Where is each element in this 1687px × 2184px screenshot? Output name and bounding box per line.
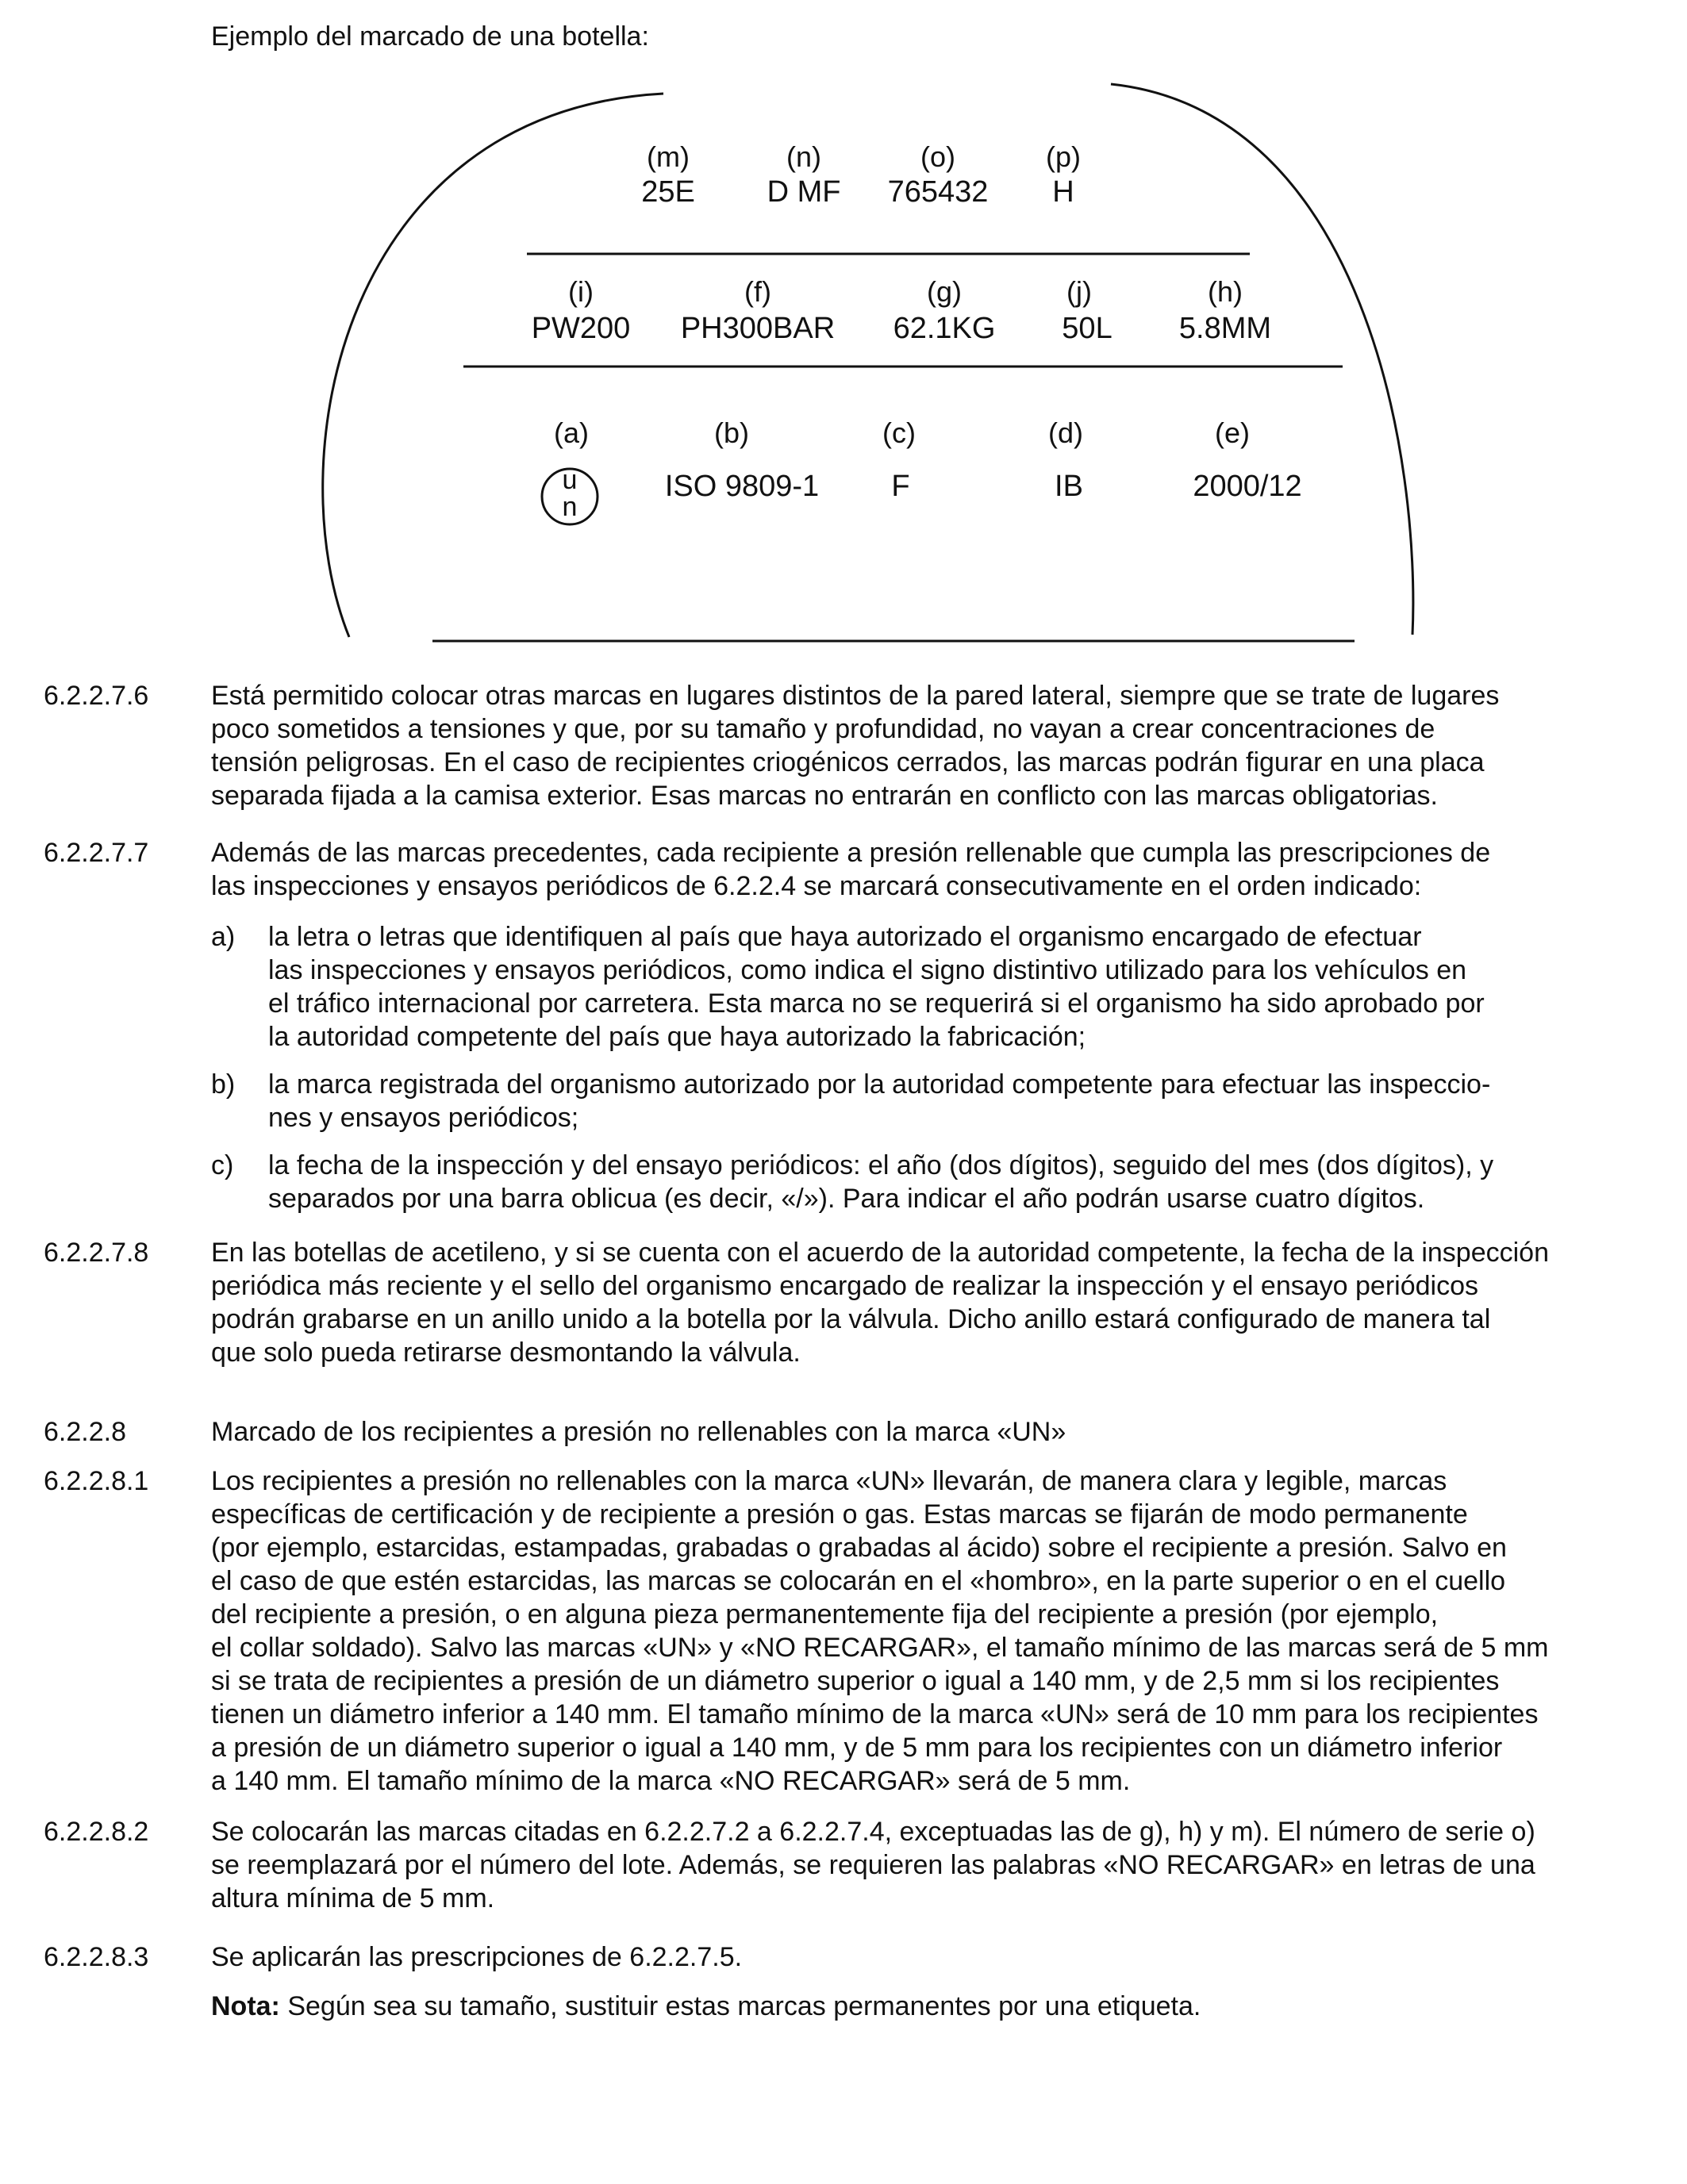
mark-label-f: (f) (744, 275, 771, 308)
un-packaging-symbol (542, 465, 598, 524)
mark-value-o: 765432 (887, 175, 989, 209)
mark-label-i: (i) (568, 275, 594, 308)
mark-value-e: 2000/12 (1193, 470, 1302, 503)
note (211, 1990, 1558, 2023)
text-line: las inspecciones y ensayos periódicos de 6.2.2.4 se marcará consecutivamente en el orden indicado: (211, 871, 1422, 901)
mark-label-o: (o) (920, 140, 955, 173)
text-line: del recipiente a presión, o en alguna pieza permanentemente fija del recipiente a presión (por ejemplo, (211, 1599, 1439, 1629)
mark-value-m: 25E (641, 175, 695, 209)
text-line: separada fijada a la camisa exterior. Esas marcas no entrarán en conflicto con las marcas obligatorias. (211, 781, 1438, 811)
text-line: la letra o letras que identifiquen al país que haya autorizado el organismo encargado de efectuar (268, 922, 1422, 952)
text-line: Los recipientes a presión no rellenables con la marca «UN» llevarán, de manera clara y legible, marcas (211, 1466, 1447, 1496)
paragraph (211, 679, 1558, 812)
mark-label-p: (p) (1046, 140, 1081, 173)
mark-value-d: IB (1055, 470, 1083, 503)
mark-label-a: (a) (554, 416, 589, 449)
text-line: específicas de certificación y de recipiente a presión o gas. Estas marcas se fijarán de modo permanente (211, 1499, 1468, 1530)
mark-value-c: F (891, 470, 910, 503)
section-number: 6.2.2.7.8 (44, 1238, 149, 1268)
mark-value-p: H (1052, 175, 1074, 209)
text-line: periódica más reciente y el sello del organismo encargado de realizar la inspección y el ensayo periódicos (211, 1271, 1478, 1301)
list-letter: b) (211, 1069, 236, 1100)
text-line: poco sometidos a tensiones y que, por su tamaño y profundidad, no vayan a crear concentraciones de (211, 714, 1435, 744)
bottle-marking-diagram (0, 79, 1687, 651)
bottle-outline-right (1111, 84, 1413, 635)
paragraph (211, 836, 1558, 903)
mark-label-m: (m) (647, 140, 690, 173)
text-line: En las botellas de acetileno, y si se cuenta con el acuerdo de la autoridad competente, la fecha de la inspección (211, 1238, 1549, 1268)
text-line: el tráfico internacional por carretera. Esta marca no se requerirá si el organismo ha sido aprobado por (268, 988, 1485, 1019)
note-label: Nota: (211, 1991, 280, 2021)
mark-label-n: (n) (786, 140, 821, 173)
paragraph (211, 1815, 1558, 1915)
text-line: la marca registrada del organismo autorizado por la autoridad competente para efectuar las inspeccio- (268, 1069, 1491, 1100)
text-line: tensión peligrosas. En el caso de recipientes criogénicos cerrados, las marcas podrán figurar en una placa (211, 747, 1485, 777)
text-line: a presión de un diámetro superior o igual a 140 mm, y de 5 mm para los recipientes con un diámetro inferior (211, 1733, 1503, 1763)
mark-value-h: 5.8MM (1178, 312, 1272, 345)
text-line: la fecha de la inspección y del ensayo periódicos: el año (dos dígitos), seguido del mes (dos dígitos), y (268, 1150, 1494, 1180)
text-line: nes y ensayos periódicos; (268, 1103, 579, 1133)
text-line: separados por una barra oblicua (es decir, «/»). Para indicar el año podrán usarse cuatro dígitos. (268, 1184, 1425, 1214)
mark-label-g: (g) (927, 275, 962, 308)
paragraph (211, 1236, 1558, 1369)
section-heading: Marcado de los recipientes a presión no rellenables con la marca «UN» (211, 1417, 1066, 1447)
text-line: Se colocarán las marcas citadas en 6.2.2.7.2 a 6.2.2.7.4, exceptuadas las de g), h) y m). El número de serie o) (211, 1817, 1535, 1847)
un-symbol-u: u (562, 465, 578, 495)
mark-value-j: 50L (1062, 312, 1112, 345)
text-line: tienen un diámetro inferior a 140 mm. El tamaño mínimo de la marca «UN» será de 10 mm para los recipientes (211, 1699, 1539, 1729)
mark-label-b: (b) (714, 416, 749, 449)
list-text (268, 1068, 1558, 1134)
mark-label-d: (d) (1048, 416, 1083, 449)
text-line: el collar soldado). Salvo las marcas «UN» y «NO RECARGAR», el tamaño mínimo de las marcas será de 5 mm (211, 1633, 1549, 1663)
mark-label-c: (c) (882, 416, 916, 449)
section-number: 6.2.2.8.1 (44, 1466, 149, 1496)
mark-label-j: (j) (1066, 275, 1092, 308)
list-letter: a) (211, 922, 236, 952)
text-line: Se aplicarán las prescripciones de 6.2.2.7.5. (211, 1942, 743, 1972)
text-line: que solo pueda retirarse desmontando la válvula. (211, 1338, 801, 1368)
section-number: 6.2.2.7.7 (44, 838, 149, 868)
mark-label-e: (e) (1215, 416, 1250, 449)
text-line: (por ejemplo, estarcidas, estampadas, grabadas o grabadas al ácido) sobre el recipiente a presión. Salvo en (211, 1533, 1507, 1563)
text-line: si se trata de recipientes a presión de un diámetro superior o igual a 140 mm, y de 2,5 mm si los recipientes (211, 1666, 1500, 1696)
intro-text: Ejemplo del marcado de una botella: (211, 21, 649, 52)
text-line: la autoridad competente del país que haya autorizado la fabricación; (268, 1022, 1086, 1052)
text-line: altura mínima de 5 mm. (211, 1883, 495, 1913)
section-number: 6.2.2.8.2 (44, 1817, 149, 1847)
mark-value-i: PW200 (531, 312, 631, 345)
text-line: Además de las marcas precedentes, cada recipiente a presión rellenable que cumpla las prescripciones de (211, 838, 1491, 868)
text-line: el caso de que estén estarcidas, las marcas se colocarán en el «hombro», en la parte superior o en el cuello (211, 1566, 1506, 1596)
text-line: las inspecciones y ensayos periódicos, como indica el signo distintivo utilizado para los vehículos en (268, 955, 1467, 985)
paragraph (211, 1464, 1558, 1798)
list-text (268, 920, 1558, 1054)
mark-value-g: 62.1KG (893, 312, 996, 345)
mark-value-b: ISO 9809-1 (664, 470, 820, 503)
text-line: podrán grabarse en un anillo unido a la botella por la válvula. Dicho anillo estará configurado de manera tal (211, 1304, 1491, 1334)
text-line: Está permitido colocar otras marcas en lugares distintos de la pared lateral, siempre que se trate de lugares (211, 681, 1500, 711)
section-number: 6.2.2.8.3 (44, 1942, 149, 1972)
list-text (268, 1149, 1558, 1215)
section-number: 6.2.2.7.6 (44, 681, 149, 711)
note-text: Según sea su tamaño, sustituir estas marcas permanentes por una etiqueta. (279, 1991, 1201, 2021)
section-number: 6.2.2.8 (44, 1417, 126, 1447)
text-line: se reemplazará por el número del lote. Además, se requieren las palabras «NO RECARGAR» en letras de una (211, 1850, 1535, 1880)
list-letter: c) (211, 1150, 234, 1180)
mark-label-h: (h) (1208, 275, 1243, 308)
text-line: a 140 mm. El tamaño mínimo de la marca «NO RECARGAR» será de 5 mm. (211, 1766, 1131, 1796)
paragraph (211, 1940, 1558, 1974)
mark-value-n: D MF (767, 175, 841, 209)
un-symbol-n: n (562, 492, 578, 522)
mark-value-f: PH300BAR (680, 312, 836, 345)
